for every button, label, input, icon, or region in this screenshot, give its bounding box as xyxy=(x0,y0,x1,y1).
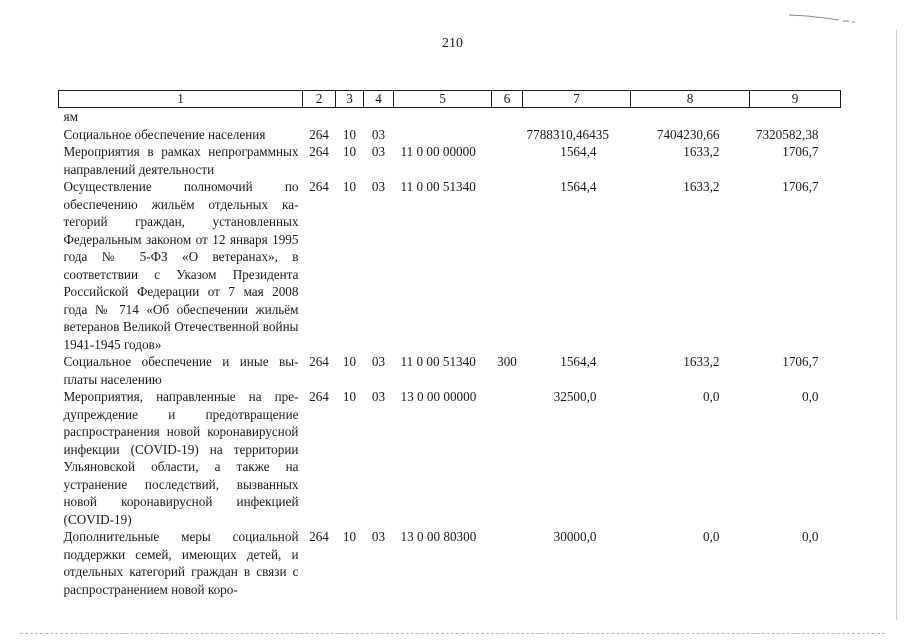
row-code-2: 264 xyxy=(309,529,329,544)
row-value-7: 7788310,46435 xyxy=(526,126,609,142)
column-header-1: 1 xyxy=(59,91,303,108)
row-name: Осуществление полномочий по обеспечению жильём отдельных категорий граждан, установленных Федеральным законом от 12 января 1995 года № 5-ФЗ «О ветеранах», в соответствии с Указом Президента Российской Федерации от 7 мая 2008 года № 714 «Об обеспечении жильём ветеранов Великой Отечественной войны 1941-1945 годов» xyxy=(63,179,299,352)
row-value-8: 7404230,66 xyxy=(656,126,720,142)
row-code-2: 264 xyxy=(309,354,329,369)
row-code-3: 10 xyxy=(342,529,357,544)
column-header-8: 8 xyxy=(631,91,750,108)
row-code-6: 300 xyxy=(497,354,517,369)
row-value-8: 1633,2 xyxy=(683,179,720,194)
row-name: Мероприятия, направленные на предупреждение и предотвращение распространения новой коронавирусной инфекции (COVID-19) на территории Ульяновской области, а также на устранение последствий, вызванных новой коронавирусной инфекцией (COVID-19) xyxy=(63,389,299,527)
row-value-9: 1706,7 xyxy=(782,354,819,369)
row-code-2: 264 xyxy=(309,144,329,159)
table-row xyxy=(59,143,841,178)
row-code-4: 03 xyxy=(371,144,386,159)
row-name: Социальное обеспечение и иные выплаты населению xyxy=(63,354,299,387)
row-code-5: 11 0 00 00000 xyxy=(400,144,476,159)
scan-artifact-mark xyxy=(787,12,857,24)
row-value-9: 1706,7 xyxy=(782,144,819,159)
row-code-3: 10 xyxy=(342,389,357,404)
column-header-2: 2 xyxy=(303,91,336,108)
continuation-row xyxy=(59,108,841,126)
table-row xyxy=(59,528,841,598)
row-code-4: 03 xyxy=(371,354,386,369)
row-value-8: 0,0 xyxy=(703,389,720,404)
row-value-8: 0,0 xyxy=(703,529,720,544)
table-row xyxy=(59,388,841,528)
row-name: Социальное обеспечение населения xyxy=(63,126,266,142)
row-value-7: 1564,4 xyxy=(560,179,597,194)
row-code-2: 264 xyxy=(309,126,329,142)
row-value-9: 0,0 xyxy=(802,529,819,544)
row-name: Дополнительные меры социальной поддержки семей, имеющих детей, и отдельных категорий граждан в связи с распространением новой коро- xyxy=(63,529,299,597)
row-code-4: 03 xyxy=(371,126,386,142)
row-value-9: 1706,7 xyxy=(782,179,819,194)
scan-right-edge xyxy=(896,30,897,620)
column-header-6: 6 xyxy=(492,91,523,108)
row-value-9: 7320582,38 xyxy=(755,126,819,142)
column-header-3: 3 xyxy=(336,91,364,108)
row-code-2: 264 xyxy=(309,179,329,194)
row-code-3: 10 xyxy=(342,354,357,369)
row-code-6 xyxy=(492,388,523,528)
row-code-5 xyxy=(394,126,492,144)
row-code-6 xyxy=(492,143,523,178)
row-value-8: 1633,2 xyxy=(683,144,720,159)
scan-bottom-edge xyxy=(20,633,885,634)
table-row xyxy=(59,353,841,388)
continuation-text: ям xyxy=(63,109,78,124)
table-row xyxy=(59,178,841,353)
row-value-7: 32500,0 xyxy=(553,389,597,404)
row-code-5: 11 0 00 51340 xyxy=(400,354,476,369)
row-code-4: 03 xyxy=(371,389,386,404)
row-code-4: 03 xyxy=(371,179,386,194)
row-name: Мероприятия в рамках непрограммных направлений деятельности xyxy=(63,144,299,177)
table-row xyxy=(59,126,841,144)
row-code-3: 10 xyxy=(342,144,357,159)
column-header-5: 5 xyxy=(394,91,492,108)
row-code-6 xyxy=(492,126,523,144)
column-header-4: 4 xyxy=(364,91,394,108)
row-value-7: 1564,4 xyxy=(560,354,597,369)
row-code-5: 11 0 00 51340 xyxy=(400,179,476,194)
table-header-row xyxy=(59,91,841,108)
row-code-4: 03 xyxy=(371,529,386,544)
column-header-7: 7 xyxy=(523,91,631,108)
row-code-6 xyxy=(492,528,523,598)
budget-table xyxy=(58,90,841,598)
row-code-3: 10 xyxy=(342,179,357,194)
page-number: 210 xyxy=(442,36,463,51)
row-value-9: 0,0 xyxy=(802,389,819,404)
row-code-5: 13 0 00 80300 xyxy=(400,529,477,544)
row-code-2: 264 xyxy=(309,389,329,404)
row-value-8: 1633,2 xyxy=(683,354,720,369)
row-code-6 xyxy=(492,178,523,353)
row-value-7: 30000,0 xyxy=(553,529,597,544)
column-header-9: 9 xyxy=(750,91,841,108)
row-value-7: 1564,4 xyxy=(560,144,597,159)
row-code-5: 13 0 00 00000 xyxy=(400,389,477,404)
row-code-3: 10 xyxy=(342,126,357,142)
